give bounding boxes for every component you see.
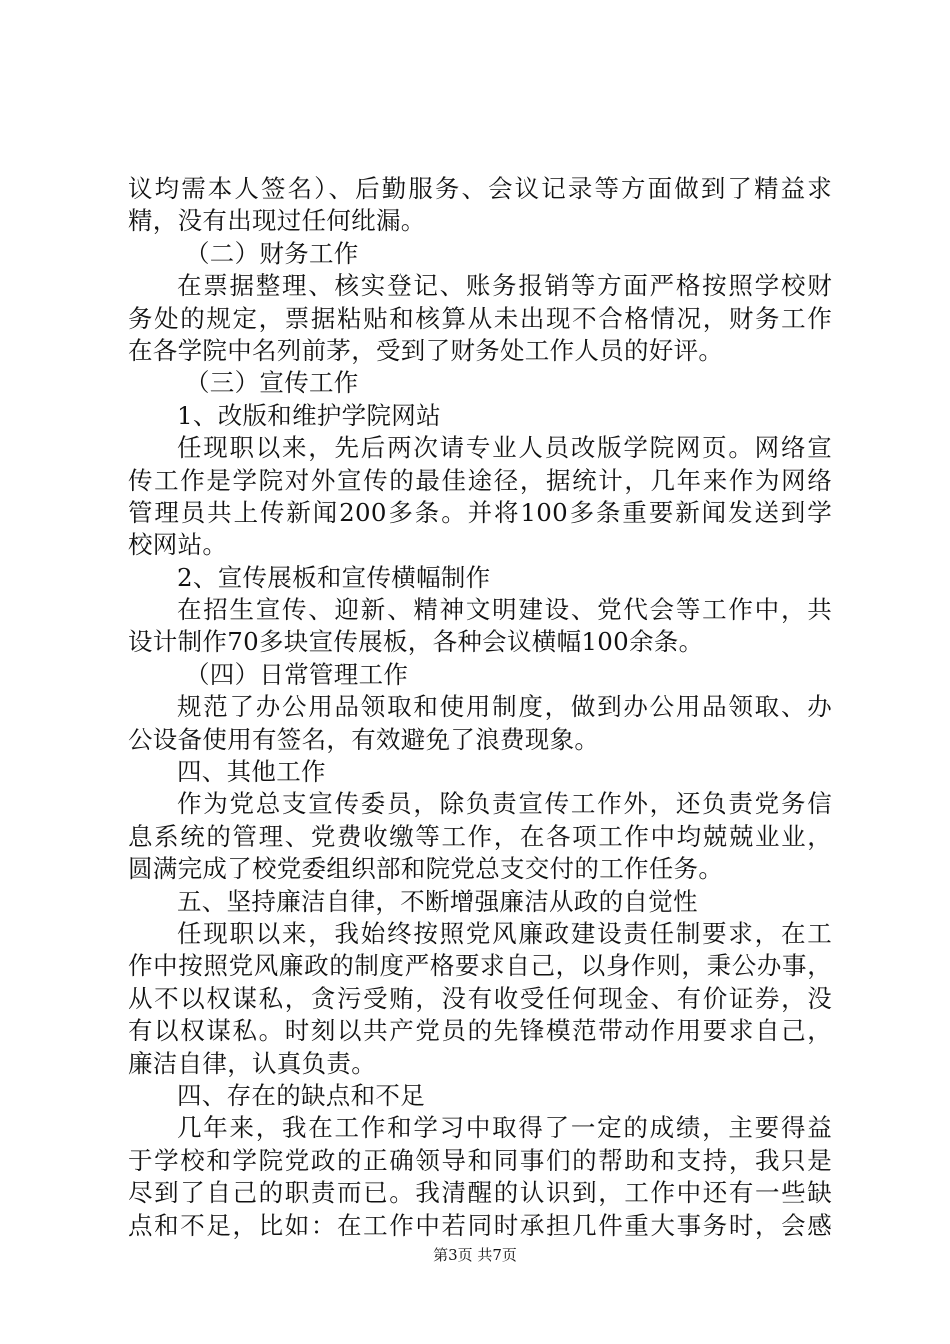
- section-heading: 四、其他工作: [177, 757, 326, 787]
- subsection-heading: 2、宣传展板和宣传横幅制作: [177, 562, 491, 592]
- body-line: 廉洁自律，认真负责。: [128, 1048, 376, 1078]
- body-line: 在票据整理、核实登记、账务报销等方面严格按照学校财: [177, 271, 832, 301]
- body-line: 规范了办公用品领取和使用制度，做到办公用品领取、办: [177, 692, 832, 722]
- body-line: 议均需本人签名）、后勤服务、会议记录等方面做到了精益求: [128, 174, 832, 203]
- body-line: 几年来，我在工作和学习中取得了一定的成绩，主要得益: [177, 1113, 832, 1143]
- subsection-heading: 1、改版和维护学院网站: [177, 400, 441, 430]
- body-line: 精，没有出现过任何纰漏。: [128, 206, 426, 236]
- section-heading: （四）日常管理工作: [185, 659, 409, 689]
- section-heading: （二）财务工作: [185, 238, 359, 268]
- section-heading: 四、存在的缺点和不足: [177, 1080, 425, 1110]
- body-line: 作为党总支宣传委员，除负责宣传工作外，还负责党务信: [177, 789, 832, 819]
- body-line: 点和不足，比如：在工作中若同时承担几件重大事务时，会感: [128, 1210, 832, 1240]
- section-heading: （三）宣传工作: [185, 368, 359, 398]
- body-line: 从不以权谋私，贪污受贿，没有收受任何现金、有价证券，没: [128, 983, 832, 1013]
- body-line: 作中按照党风廉政的制度严格要求自己，以身作则，秉公办事，: [128, 951, 832, 981]
- body-line: 任现职以来，先后两次请专业人员改版学院网页。网络宣: [177, 433, 832, 463]
- body-line: 设计制作70多块宣传展板，各种会议横幅100余条。: [128, 627, 704, 657]
- body-line: 校网站。: [128, 530, 228, 560]
- body-line: 于学校和学院党政的正确领导和同事们的帮助和支持，我只是: [128, 1145, 832, 1175]
- page-number-footer: 第3页 共7页: [433, 1246, 517, 1264]
- body-line: 务处的规定，票据粘贴和核算从未出现不合格情况，财务工作: [128, 303, 832, 333]
- body-line: 在各学院中名列前茅，受到了财务处工作人员的好评。: [128, 335, 724, 365]
- document-body: [128, 173, 832, 1242]
- body-line: 管理员共上传新闻200多条。并将100多条重要新闻发送到学: [128, 497, 832, 527]
- body-line: 息系统的管理、党费收缴等工作，在各项工作中均兢兢业业，: [128, 821, 832, 851]
- body-line: 传工作是学院对外宣传的最佳途径，据统计，几年来作为网络: [128, 465, 832, 495]
- body-line: 有以权谋私。时刻以共产党员的先锋模范带动作用要求自己，: [128, 1016, 832, 1046]
- body-line: 公设备使用有签名，有效避免了浪费现象。: [128, 724, 600, 754]
- section-heading: 五、坚持廉洁自律，不断增强廉洁从政的自觉性: [177, 886, 698, 916]
- body-line: 在招生宣传、迎新、精神文明建设、党代会等工作中，共: [177, 595, 832, 625]
- body-line: 任现职以来，我始终按照党风廉政建设责任制要求，在工: [177, 918, 832, 948]
- body-line: 圆满完成了校党委组织部和院党总支交付的工作任务。: [128, 854, 724, 884]
- body-line: 尽到了自己的职责而已。我清醒的认识到，工作中还有一些缺: [128, 1178, 832, 1208]
